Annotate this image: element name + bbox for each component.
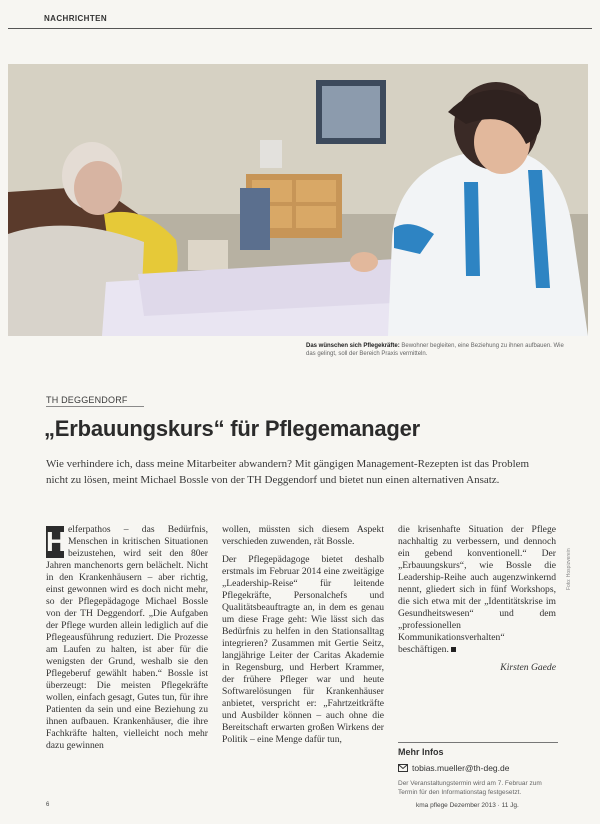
author-byline: Kirsten Gaede [500,662,556,673]
text-column-1 [46,524,208,758]
info-box [398,742,558,797]
caption-text: Bewohner begleiten, eine Beziehung zu ihnen aufbauen. Wie das gelingt, soll der Bereich Praxis vermitteln. [306,343,564,357]
info-email[interactable]: tobias.mueller@th-deg.de [412,763,510,773]
text-column-2 [222,524,384,752]
info-email-row [398,763,558,773]
info-text: Der Veranstaltungstermin wird am 7. Februar zum Termin für den Informationstag festgesetzt. [398,780,542,796]
tag-underline [46,406,144,407]
mail-icon [398,764,408,772]
footer-source: kma pflege Dezember 2013 · 11 Jg. [416,802,519,809]
info-title: Mehr Infos [398,747,444,757]
article-lead: Wie verhindere ich, dass meine Mitarbeiter abwandern? Mit gängigen Management-Rezepten ist das Problem nicht zu lösen, meint Michael Bossle von der TH Deggendorf und bietet nun einen alternativen Ansatz. [46,458,530,486]
column3-paragraph: die krisenhafte Situation der Pflege nachhaltig zu verbessern, und dennoch ein gebend konventionell.“ Der „Erbauungskurs“, wie Bossle die Leadership-Reihe auch augenzwinkernd nennt, gliedert sich in fünf Workshops, die sich etwa mit der „Identitätskrise im Gesundheitswesen“ und dem „professionellen Kommunikationsverhalten“ beschäftigen. [398,524,556,655]
column2-paragraph-2: Der Pflegepädagoge bietet deshalb erstmals im Februar 2014 eine zweitägige „Leadership-Reise“ für leitende Pflegekräfte, Personalchefs und Qualitätsbeauftragte an, in dem es genau um diese Frage geht: Wie lässt sich das Bedürfnis zu helfen in den Stationsalltag integrieren? Zusammen mit Gertie Seitz, langjährige Leiter der Caritas Akademie in Regensburg, und Herbert Krammer, der frühere Pfleger war und heute Softwarelösungen für Krankenhäuser anbietet, verspricht er: „Fahrtzeitkräfte und Ausbilder können – auch ohne die Bereitschaft erwarten großen Wirkens der Politik – eine Menge dafür tun, [222,554,384,745]
photo-caption [306,342,568,358]
article-headline: „Erbauungskurs“ für Pflegemanager [44,416,421,441]
article-photo [8,64,588,336]
section-label: NACHRICHTEN [44,14,108,23]
dropcap: H [46,526,67,557]
column2-paragraph-1: wollen, müssten sich diesem Aspekt verschieden zuwenden, rät Bossle. [222,524,384,547]
end-mark [451,647,456,652]
caption-bold: Das wünschen sich Pflegekräfte: [306,343,400,349]
info-rule [398,742,558,743]
text-column-3 [398,524,556,680]
photo-credit: Foto: Hospizverein [566,548,572,590]
column1-paragraph: elferpathos – das Bedürfnis, Menschen in kritischen Situationen beizustehen, wird seit den 80er Jahren manchenorts gern belächelt. Nicht in den Krankenhäusern – aber richtig, einst gewonnen wird es doch nicht mehr, so der Pflegepädagoge Michael Bossle von der TH Deggendorf. „Die Aufgaben der Pflege wurden allein lediglich auf die Pflegeausführung reduziert. Die Prozesse am Laufen zu halten, ist aber für die wenigsten der Grund, weshalb sie den Pflegeberuf gewählt haben.“ Bossle ist überzeugt: Die meisten Pflegekräfte wollen, einfach gesagt, Gutes tun, für ihre Patienten da sein und eine Beziehung zu ihnen aufbauen. Krankenhäuser, die ihre Fachkräfte halten, vielleicht noch mehr dazu gewinnen [46,524,208,751]
page-number: 6 [46,802,50,808]
location-tag: TH DEGGENDORF [46,395,128,405]
top-rule [8,28,592,29]
